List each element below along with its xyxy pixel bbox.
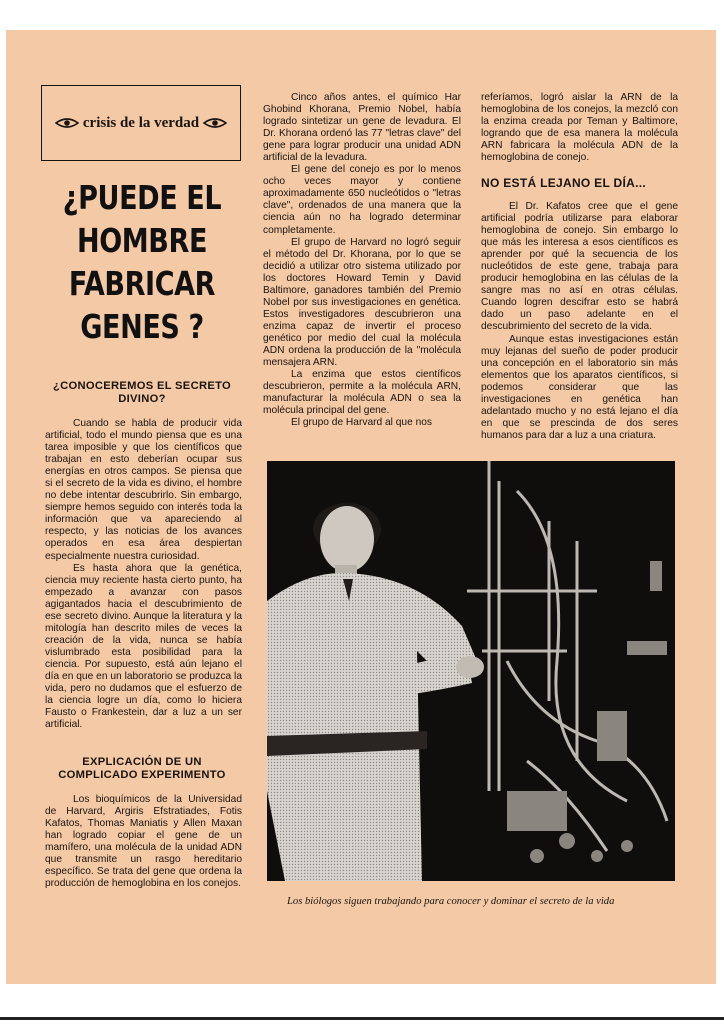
article-column-3 bbox=[481, 92, 678, 164]
subheading: ¿CONOCEREMOS EL SECRETO DIVINO? bbox=[52, 380, 232, 405]
scientist-illustration bbox=[267, 461, 675, 881]
paragraph: Los bioquímicos de la Universidad de Harvard, Argiris Efstratiades, Fotis Kafatos, Thomas Maniatis y Allen Maxan han logrado copiar el gene de un mamífero, una molécula de la unidad ADN que transmite un rasgo hereditario específico. Se trata del gene que ordena la producción de hemoglobina en los conejos. bbox=[45, 794, 242, 890]
headline-line: ¿PUEDE EL bbox=[62, 178, 222, 217]
headline-line: HOMBRE bbox=[76, 221, 208, 260]
paragraph: Cuando se habla de producir vida artificial, todo el mundo piensa que es una tarea imposible y que los científicos que trabajan en esto deberían ocupar sus energías en otros campos. Se piensa que si el secreto de la vida es divino, el hombre no debe intentar descubrirlo. Sin embargo, siempre hemos seguido con interés toda la información que va apareciendo al respecto, y las noticias de los avances operados en esa área despiertan especialmente nuestra curiosidad. bbox=[45, 418, 242, 562]
paragraph: referíamos, logró aislar la ARN de la hemoglobina de los conejos, la mezcló con la enzima creada por Teman y Baltimore, logrando que de esa manera la molécula ARN fabricara la molécula ADN de la hemoglobina de conejo. bbox=[481, 92, 678, 164]
paragraph: Es hasta ahora que la genética, ciencia muy reciente hasta cierto punto, ha empezado a avanzar con pasos agigantados hacia el descubrimiento de ese secreto divino. Aunque la literatura y la mitología han descrito miles de veces la creación de la vida, nunca se había vislumbrado esta posibilidad para la ciencia. Por supuesto, está aún lejano el día en que en un laboratorio se produzca la vida, pero no dudamos que el esfuerzo de la ciencia logre un día, como lo hiciera Fausto o Frankestein, dar a luz a un ser artificial. bbox=[45, 562, 242, 731]
headline bbox=[58, 176, 225, 348]
paragraph: El Dr. Kafatos cree que el gene artificial podría utilizarse para elaborar hemoglobina de conejo. Sin embargo lo que más les interesa a esos científicos es aprender por qué la secuencia de los nucleótidos de este gene, trabaja para producir hemoglobina en las células de la sangre mas no así en otras células. Cuando logren descifrar esto se habrá dado un paso adelante en el descubrimiento del secreto de la vida. bbox=[481, 201, 678, 333]
paragraph: El gene del conejo es por lo menos ocho veces mayor y contiene aproximadamente 650 nucleótidos o "letras clave", ordenados de una manera que la ciencia aún no ha logrado determinar completamente. bbox=[263, 164, 461, 236]
paragraph: El grupo de Harvard no logró seguir el método del Dr. Khorana, por lo que se decidió a utilizar otro sistema utilizado por los doctores Howard Temin y David Baltimore, ganadores también del Premio Nobel por sus investigaciones en genética. Estos investigadores descubrieron una enzima capaz de invertir el proceso genético por medio del cual la molécula ADN ordena la producción de la "molécula mensajera ARN. bbox=[263, 236, 461, 369]
divider bbox=[0, 1017, 724, 1020]
article-column-2 bbox=[263, 92, 461, 429]
article-column-3-cont bbox=[481, 201, 678, 442]
paragraph: Cinco años antes, el químico Har Ghobind Khorana, Premio Nobel, había logrado sintetizar un gene de levadura. El Dr. Khorana ordenó las 77 "letras clave" del gene para lograr producir una unidad ADN artificial de la levadura. bbox=[263, 92, 461, 164]
section-title: crisis de la verdad bbox=[82, 114, 200, 131]
eye-icon bbox=[55, 117, 79, 129]
eye-icon bbox=[203, 117, 227, 129]
subheading: NO ESTÁ LEJANO EL DÍA... bbox=[481, 176, 646, 190]
paragraph: La enzima que estos científicos descubrieron, permite a la molécula ARN, manufacturar la molécula ADN o sea la molécula principal del gene. bbox=[263, 369, 461, 417]
article-column-1 bbox=[45, 418, 242, 731]
paragraph: El grupo de Harvard al que nos bbox=[291, 417, 433, 429]
subheading: EXPLICACIÓN DE UN COMPLICADO EXPERIMENTO bbox=[58, 756, 226, 781]
article-column-1-cont bbox=[45, 794, 242, 890]
section-label-box bbox=[41, 85, 241, 161]
lab-photo bbox=[267, 461, 675, 881]
photo-caption: Los biólogos siguen trabajando para conocer y dominar el secreto de la vida bbox=[287, 896, 615, 907]
headline-line: GENES ? bbox=[80, 307, 204, 346]
headline-line: FABRICAR bbox=[68, 264, 216, 303]
paragraph: Aunque estas investigaciones están muy lejanas del sueño de poder producir una concepción en el laboratorio sin más elementos que los aparatos científicos, si podemos considerar que las investigaciones en genética han adelantado mucho y no está lejano el día en que se prescinda de dos seres humanos para dar a luz a una criatura. bbox=[481, 333, 678, 441]
